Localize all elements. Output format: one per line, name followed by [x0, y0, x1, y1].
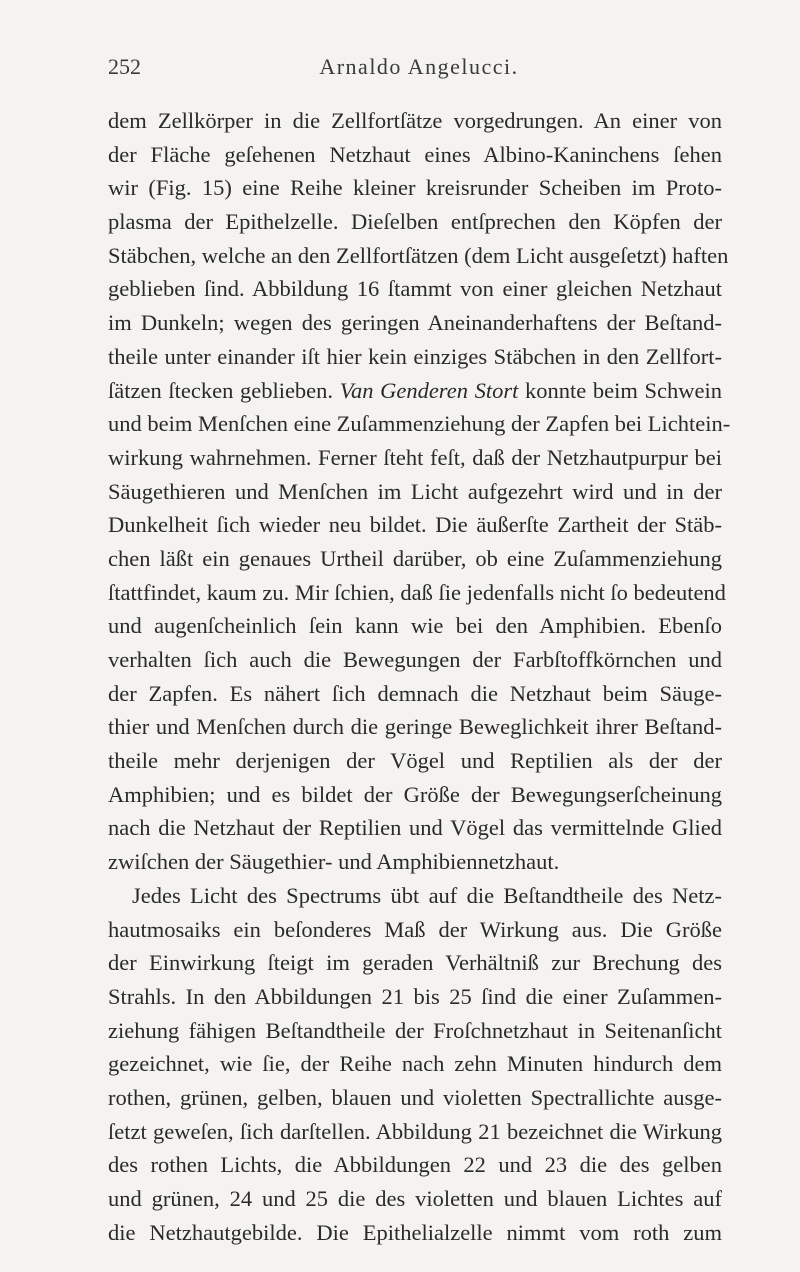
- running-head: [108, 54, 730, 84]
- text-line: theile unter einander iſt hier kein einziges Stäbchen in den Zellfort-: [108, 343, 722, 369]
- text-line: im Dunkeln; wegen des geringen Aneinanderhaftens der Beſtand-: [108, 310, 722, 336]
- text-line: geblieben ſind. Abbildung 16 ſtammt von einer gleichen Netzhaut: [108, 276, 722, 302]
- text-line: ziehung fähigen Beſtandtheile der Froſchnetzhaut in Seitenanſicht: [108, 1017, 722, 1043]
- text-line: nach die Netzhaut der Reptilien und Vögel das vermittelnde Glied: [108, 815, 722, 841]
- text-line: des rothen Lichts, die Abbildungen 22 und 23 die des gelben: [108, 1152, 722, 1178]
- text-line: ſetzt geweſen, ſich darſtellen. Abbildung 21 bezeichnet die Wirkung: [108, 1118, 722, 1144]
- text-line: Stäbchen, welche an den Zellfortſätzen (dem Licht ausgeſetzt) haften: [108, 242, 729, 268]
- text-line: Dunkelheit ſich wieder neu bildet. Die äußerſte Zartheit der Stäb-: [108, 512, 722, 538]
- text-line: plasma der Epithelzelle. Dieſelben entſprechen den Köpfen der: [108, 209, 722, 235]
- text-line: verhalten ſich auch die Bewegungen der Farbſtoffkörnchen und: [108, 647, 722, 672]
- text-line: Strahls. In den Abbildungen 21 bis 25 ſind die einer Zuſammen-: [108, 983, 722, 1009]
- text-line: Säugethieren und Menſchen im Licht aufgezehrt wird und in der: [108, 478, 722, 504]
- text-line: zwiſchen der Säugethier- und Amphibiennetzhaut.: [108, 849, 560, 875]
- text-line: thier und Menſchen durch die geringe Beweglichkeit ihrer Beſtand-: [108, 714, 722, 740]
- page-number: 252: [108, 54, 141, 79]
- text-line: chen läßt ein genaues Urtheil darüber, ob eine Zuſammenziehung: [108, 545, 722, 571]
- text-line: gezeichnet, wie ſie, der Reihe nach zehn Minuten hindurch dem: [108, 1051, 722, 1077]
- text-line: ſtattfindet, kaum zu. Mir ſchien, daß ſie jedenfalls nicht ſo bedeutend: [108, 579, 726, 605]
- text-line: hautmosaiks ein beſonderes Maß der Wirkung aus. Die Größe: [108, 916, 722, 942]
- text-line: und augenſcheinlich ſein kann wie bei den Amphibien. Ebenſo: [108, 613, 722, 639]
- text-line: die Netzhautgebilde. Die Epithelialzelle nimmt vom roth zum: [108, 1219, 722, 1245]
- text-line-with-citation: [108, 374, 722, 408]
- text-line: theile mehr derjenigen der Vögel und Reptilien als der der: [108, 748, 722, 774]
- text-line: der Zapfen. Es nähert ſich demnach die Netzhaut beim Säuge-: [108, 680, 722, 706]
- text-line: rothen, grünen, gelben, blauen und violetten Spectrallichte ausge-: [108, 1084, 722, 1110]
- text-line: und grünen, 24 und 25 die des violetten und blauen Lichtes auf: [108, 1186, 722, 1211]
- text-segment: konnte beim Schwein: [525, 377, 722, 403]
- text-line: wir (Fig. 15) eine Reihe kleiner kreisrunder Scheiben im Proto-: [108, 175, 722, 201]
- running-head-author: Arnaldo Angelucci.: [319, 54, 519, 79]
- body-text: [108, 104, 731, 1249]
- text-line: der Fläche geſehenen Netzhaut eines Albino-Kaninchens ſehen: [108, 141, 722, 167]
- text-line: Jedes Licht des Spectrums übt auf die Beſtandtheile des Netz-: [132, 882, 722, 908]
- text-line: und beim Menſchen eine Zuſammenziehung der Zapfen bei Lichtein-: [108, 411, 731, 437]
- text-line: dem Zellkörper in die Zellfortſätze vorgedrungen. An einer von: [108, 108, 722, 133]
- text-segment: ſätzen ſtecken geblieben.: [108, 377, 334, 403]
- text-line: der Einwirkung ſteigt im geraden Verhältniß zur Brechung des: [108, 950, 722, 976]
- author-citation: Van Genderen Stort: [339, 377, 519, 403]
- text-line: wirkung wahrnehmen. Ferner ſteht feſt, daß der Netzhautpurpur bei: [108, 444, 722, 470]
- text-line: Amphibien; und es bildet der Größe der Bewegungserſcheinung: [108, 781, 722, 807]
